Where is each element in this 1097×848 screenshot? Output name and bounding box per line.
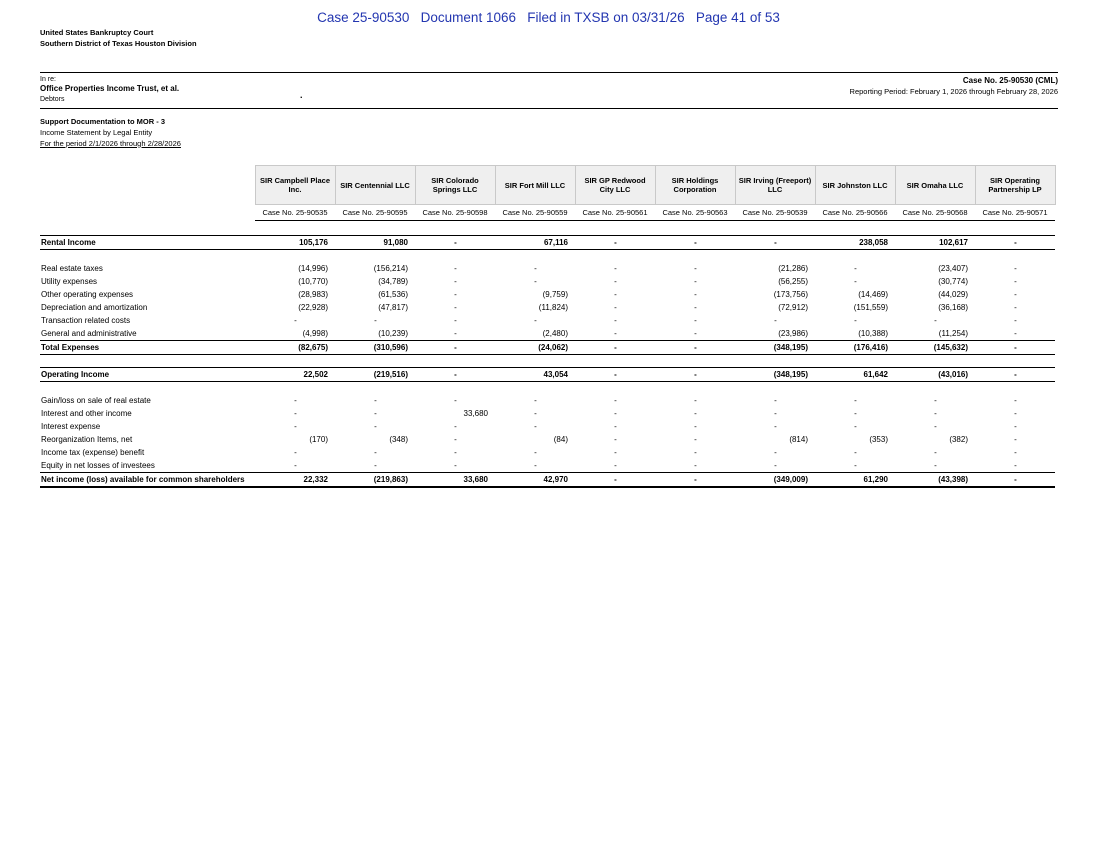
- court-district: Southern District of Texas Houston Division: [40, 38, 197, 48]
- row-label: Real estate taxes: [41, 264, 103, 273]
- case-info-right: [850, 75, 1058, 105]
- reporting-period: Reporting Period: February 1, 2026 through February 28, 2026: [849, 86, 1058, 96]
- cell-value: -: [294, 409, 297, 418]
- entity-name-header: SIR Operating Partnership LP: [975, 166, 1055, 205]
- cell-value: -: [854, 264, 857, 273]
- table-row: [40, 301, 1055, 314]
- cell-value: -: [854, 396, 857, 405]
- entity-name-header: SIR Omaha LLC: [895, 166, 975, 205]
- entity-case-number: Case No. 25-90539: [735, 205, 815, 221]
- cell-value: -: [614, 435, 617, 444]
- entity-name-header: SIR GP Redwood City LLC: [575, 166, 655, 205]
- cell-value: -: [534, 277, 537, 286]
- cell-value: -: [774, 316, 777, 325]
- cell-value: -: [1014, 264, 1017, 273]
- statement-subtitle: Income Statement by Legal Entity: [40, 127, 153, 137]
- cell-value: -: [694, 316, 697, 325]
- cell-value: -: [854, 409, 857, 418]
- cell-value: (145,632): [895, 341, 975, 355]
- entity-case-number: Case No. 25-90571: [975, 205, 1055, 221]
- cell-value: -: [1014, 329, 1017, 338]
- cell-value: -: [694, 435, 697, 444]
- cell-value: -: [415, 236, 495, 250]
- cell-value: (156,214): [373, 264, 408, 273]
- cell-value: (382): [949, 435, 968, 444]
- blank-row: [40, 250, 1055, 263]
- cell-value: (72,912): [778, 303, 808, 312]
- cell-value: -: [1014, 396, 1017, 405]
- cell-value: -: [614, 264, 617, 273]
- row-label: Net income (loss) available for common shareholders: [40, 473, 255, 488]
- cell-value: -: [975, 341, 1055, 355]
- cell-value: -: [694, 448, 697, 457]
- table-row: [40, 394, 1055, 407]
- cell-value: -: [1014, 422, 1017, 431]
- blank-row: [40, 382, 1055, 395]
- cell-value: -: [975, 368, 1055, 382]
- cell-value: -: [454, 448, 457, 457]
- cell-value: -: [854, 277, 857, 286]
- income-statement-table: [40, 165, 1056, 488]
- cell-value: 43,054: [495, 368, 575, 382]
- cell-value: 102,617: [895, 236, 975, 250]
- cell-value: (34,789): [378, 277, 408, 286]
- cell-value: (56,255): [778, 277, 808, 286]
- row-label: Operating Income: [40, 368, 255, 382]
- cell-value: -: [694, 264, 697, 273]
- entity-case-number: Case No. 25-90566: [815, 205, 895, 221]
- court-header: [40, 28, 197, 50]
- row-label: Interest expense: [41, 422, 101, 431]
- cell-value: -: [854, 422, 857, 431]
- cell-value: -: [975, 236, 1055, 250]
- cell-value: (47,817): [378, 303, 408, 312]
- cell-value: -: [934, 461, 937, 470]
- table-row: [40, 288, 1055, 301]
- entity-case-number: Case No. 25-90598: [415, 205, 495, 221]
- blank-row: [40, 355, 1055, 368]
- court-name: United States Bankruptcy Court: [40, 28, 154, 37]
- cell-value: -: [694, 461, 697, 470]
- cell-value: (9,759): [542, 290, 568, 299]
- cell-value: (348,195): [735, 341, 815, 355]
- cell-value: (11,254): [938, 329, 968, 338]
- cell-value: -: [374, 461, 377, 470]
- cell-value: 22,332: [255, 473, 335, 488]
- entity-case-number: Case No. 25-90561: [575, 205, 655, 221]
- table-row: [40, 368, 1055, 382]
- cell-value: -: [454, 316, 457, 325]
- cell-value: (349,009): [735, 473, 815, 488]
- cell-value: 33,680: [415, 473, 495, 488]
- cell-value: (28,983): [298, 290, 328, 299]
- cell-value: -: [454, 264, 457, 273]
- cell-value: -: [454, 303, 457, 312]
- entity-name-header: SIR Fort Mill LLC: [495, 166, 575, 205]
- label-column-header: [40, 166, 255, 205]
- cell-value: -: [694, 290, 697, 299]
- cell-value: -: [294, 448, 297, 457]
- cell-value: (14,469): [858, 290, 888, 299]
- cell-value: -: [934, 396, 937, 405]
- cell-value: -: [374, 396, 377, 405]
- case-info-band: [40, 72, 1058, 109]
- cell-value: (21,286): [778, 264, 808, 273]
- cell-value: -: [454, 422, 457, 431]
- cell-value: -: [454, 435, 457, 444]
- table-row: [40, 314, 1055, 327]
- table-row: [40, 420, 1055, 433]
- cell-value: -: [694, 277, 697, 286]
- entity-case-number: Case No. 25-90595: [335, 205, 415, 221]
- cell-value: -: [1014, 435, 1017, 444]
- cell-value: (151,559): [853, 303, 888, 312]
- row-label: Rental Income: [40, 236, 255, 250]
- cell-value: -: [534, 461, 537, 470]
- cell-value: -: [454, 329, 457, 338]
- cell-value: -: [1014, 303, 1017, 312]
- entity-header-row: [40, 166, 1055, 205]
- cell-value: -: [575, 236, 655, 250]
- cell-value: 238,058: [815, 236, 895, 250]
- cell-value: (36,168): [938, 303, 968, 312]
- cell-value: -: [294, 422, 297, 431]
- debtors-label: Debtors: [40, 96, 65, 104]
- table-row: [40, 433, 1055, 446]
- cell-value: -: [735, 236, 815, 250]
- cell-value: (24,062): [495, 341, 575, 355]
- document-title-block: [40, 117, 181, 150]
- row-label: Reorganization Items, net: [41, 435, 133, 444]
- cell-value: -: [1014, 290, 1017, 299]
- cell-value: -: [774, 396, 777, 405]
- cell-value: (170): [309, 435, 328, 444]
- row-label: Transaction related costs: [41, 316, 131, 325]
- cell-value: -: [294, 396, 297, 405]
- cell-value: -: [694, 409, 697, 418]
- row-label: General and administrative: [41, 329, 137, 338]
- cell-value: -: [694, 329, 697, 338]
- cell-value: (82,675): [255, 341, 335, 355]
- cell-value: -: [614, 461, 617, 470]
- row-label: Utility expenses: [41, 277, 98, 286]
- cell-value: -: [694, 396, 697, 405]
- cell-value: -: [454, 461, 457, 470]
- cell-value: -: [454, 290, 457, 299]
- cell-value: 22,502: [255, 368, 335, 382]
- cell-value: (30,774): [938, 277, 968, 286]
- cell-value: -: [575, 368, 655, 382]
- cell-value: -: [374, 409, 377, 418]
- cell-value: -: [614, 303, 617, 312]
- row-label: Total Expenses: [40, 341, 255, 355]
- case-number-row: [40, 205, 1055, 221]
- cell-value: (348): [389, 435, 408, 444]
- cell-value: -: [614, 396, 617, 405]
- debtor-name: Office Properties Income Trust, et al.: [40, 84, 180, 94]
- cell-value: -: [534, 264, 537, 273]
- cell-value: -: [614, 409, 617, 418]
- stray-period-mark: .: [300, 90, 303, 100]
- cell-value: -: [374, 422, 377, 431]
- cell-value: (10,388): [858, 329, 888, 338]
- cell-value: (23,407): [938, 264, 968, 273]
- cell-value: -: [774, 422, 777, 431]
- cell-value: -: [415, 341, 495, 355]
- entity-name-header: SIR Centennial LLC: [335, 166, 415, 205]
- header-spacer-row: [40, 221, 1055, 236]
- cell-value: 67,116: [495, 236, 575, 250]
- in-re-label: In re:: [40, 76, 56, 83]
- table-row: [40, 407, 1055, 420]
- support-doc-title: Support Documentation to MOR - 3: [40, 117, 165, 126]
- ecf-filing-stamp: Case 25-90530 Document 1066 Filed in TXSB on 03/31/26 Page 41 of 53: [317, 10, 780, 25]
- entity-name-header: SIR Irving (Freeport) LLC: [735, 166, 815, 205]
- cell-value: -: [854, 316, 857, 325]
- cell-value: -: [534, 448, 537, 457]
- cell-value: (310,596): [335, 341, 415, 355]
- table-row: [40, 341, 1055, 355]
- table-row: [40, 236, 1055, 250]
- cell-value: -: [534, 409, 537, 418]
- cell-value: 61,290: [815, 473, 895, 488]
- cell-value: -: [934, 409, 937, 418]
- cell-value: -: [575, 473, 655, 488]
- cell-value: -: [774, 461, 777, 470]
- cell-value: -: [415, 368, 495, 382]
- period-line: For the period 2/1/2026 through 2/28/2026: [40, 138, 181, 148]
- cell-value: -: [614, 290, 617, 299]
- cell-value: -: [694, 303, 697, 312]
- cell-value: -: [774, 409, 777, 418]
- cell-value: (61,536): [378, 290, 408, 299]
- entity-name-header: SIR Colorado Springs LLC: [415, 166, 495, 205]
- cell-value: -: [374, 448, 377, 457]
- case-label-spacer: [40, 205, 255, 221]
- row-label: Other operating expenses: [41, 290, 134, 299]
- cell-value: -: [655, 341, 735, 355]
- cell-value: -: [1014, 448, 1017, 457]
- cell-value: -: [655, 368, 735, 382]
- entity-name-header: SIR Campbell Place Inc.: [255, 166, 335, 205]
- cell-value: 105,176: [255, 236, 335, 250]
- cell-value: -: [614, 316, 617, 325]
- cell-value: -: [934, 448, 937, 457]
- cell-value: (353): [869, 435, 888, 444]
- table-row: [40, 459, 1055, 473]
- cell-value: -: [294, 461, 297, 470]
- cell-value: 91,080: [335, 236, 415, 250]
- cell-value: (219,516): [335, 368, 415, 382]
- cell-value: (44,029): [938, 290, 968, 299]
- cell-value: -: [1014, 277, 1017, 286]
- cell-value: -: [1014, 316, 1017, 325]
- entity-case-number: Case No. 25-90563: [655, 205, 735, 221]
- row-label: Depreciation and amortization: [41, 303, 148, 312]
- cell-value: (22,928): [298, 303, 328, 312]
- cell-value: (814): [789, 435, 808, 444]
- cell-value: -: [854, 448, 857, 457]
- cell-value: (348,195): [735, 368, 815, 382]
- cell-value: -: [934, 316, 937, 325]
- cell-value: 61,642: [815, 368, 895, 382]
- cell-value: -: [534, 316, 537, 325]
- cell-value: -: [774, 448, 777, 457]
- cell-value: (4,998): [302, 329, 328, 338]
- cell-value: -: [614, 277, 617, 286]
- row-label: Interest and other income: [41, 409, 132, 418]
- cell-value: 33,680: [463, 409, 488, 418]
- cell-value: (11,824): [538, 303, 568, 312]
- table-row: [40, 473, 1055, 488]
- cell-value: (23,986): [778, 329, 808, 338]
- cell-value: (84): [553, 435, 568, 444]
- table-row: [40, 275, 1055, 288]
- cell-value: (2,480): [542, 329, 568, 338]
- cell-value: -: [614, 329, 617, 338]
- cell-value: (14,996): [298, 264, 328, 273]
- case-number: Case No. 25-90530 (CML): [962, 76, 1058, 85]
- entity-case-number: Case No. 25-90568: [895, 205, 975, 221]
- cell-value: -: [534, 396, 537, 405]
- cell-value: -: [374, 316, 377, 325]
- cell-value: -: [614, 448, 617, 457]
- cell-value: (10,239): [378, 329, 408, 338]
- cell-value: (219,863): [335, 473, 415, 488]
- cell-value: -: [454, 396, 457, 405]
- cell-value: -: [534, 422, 537, 431]
- row-label: Income tax (expense) benefit: [41, 448, 145, 457]
- table-row: [40, 262, 1055, 275]
- cell-value: 42,970: [495, 473, 575, 488]
- cell-value: -: [454, 277, 457, 286]
- cell-value: -: [1014, 409, 1017, 418]
- row-label: Gain/loss on sale of real estate: [41, 396, 151, 405]
- cell-value: -: [934, 422, 937, 431]
- entity-name-header: SIR Holdings Corporation: [655, 166, 735, 205]
- entity-case-number: Case No. 25-90559: [495, 205, 575, 221]
- row-label: Equity in net losses of investees: [41, 461, 155, 470]
- cell-value: -: [655, 236, 735, 250]
- cell-value: (176,416): [815, 341, 895, 355]
- table-row: [40, 327, 1055, 341]
- cell-value: -: [854, 461, 857, 470]
- cell-value: -: [694, 422, 697, 431]
- cell-value: -: [294, 316, 297, 325]
- entity-name-header: SIR Johnston LLC: [815, 166, 895, 205]
- cell-value: -: [575, 341, 655, 355]
- cell-value: -: [975, 473, 1055, 488]
- cell-value: (10,770): [298, 277, 328, 286]
- entity-case-number: Case No. 25-90535: [255, 205, 335, 221]
- table-row: [40, 446, 1055, 459]
- cell-value: (43,016): [895, 368, 975, 382]
- cell-value: (43,398): [895, 473, 975, 488]
- cell-value: -: [614, 422, 617, 431]
- income-statement-table-wrap: [40, 165, 1056, 488]
- cell-value: -: [655, 473, 735, 488]
- cell-value: (173,756): [773, 290, 808, 299]
- cell-value: -: [1014, 461, 1017, 470]
- case-info-left: [40, 75, 179, 105]
